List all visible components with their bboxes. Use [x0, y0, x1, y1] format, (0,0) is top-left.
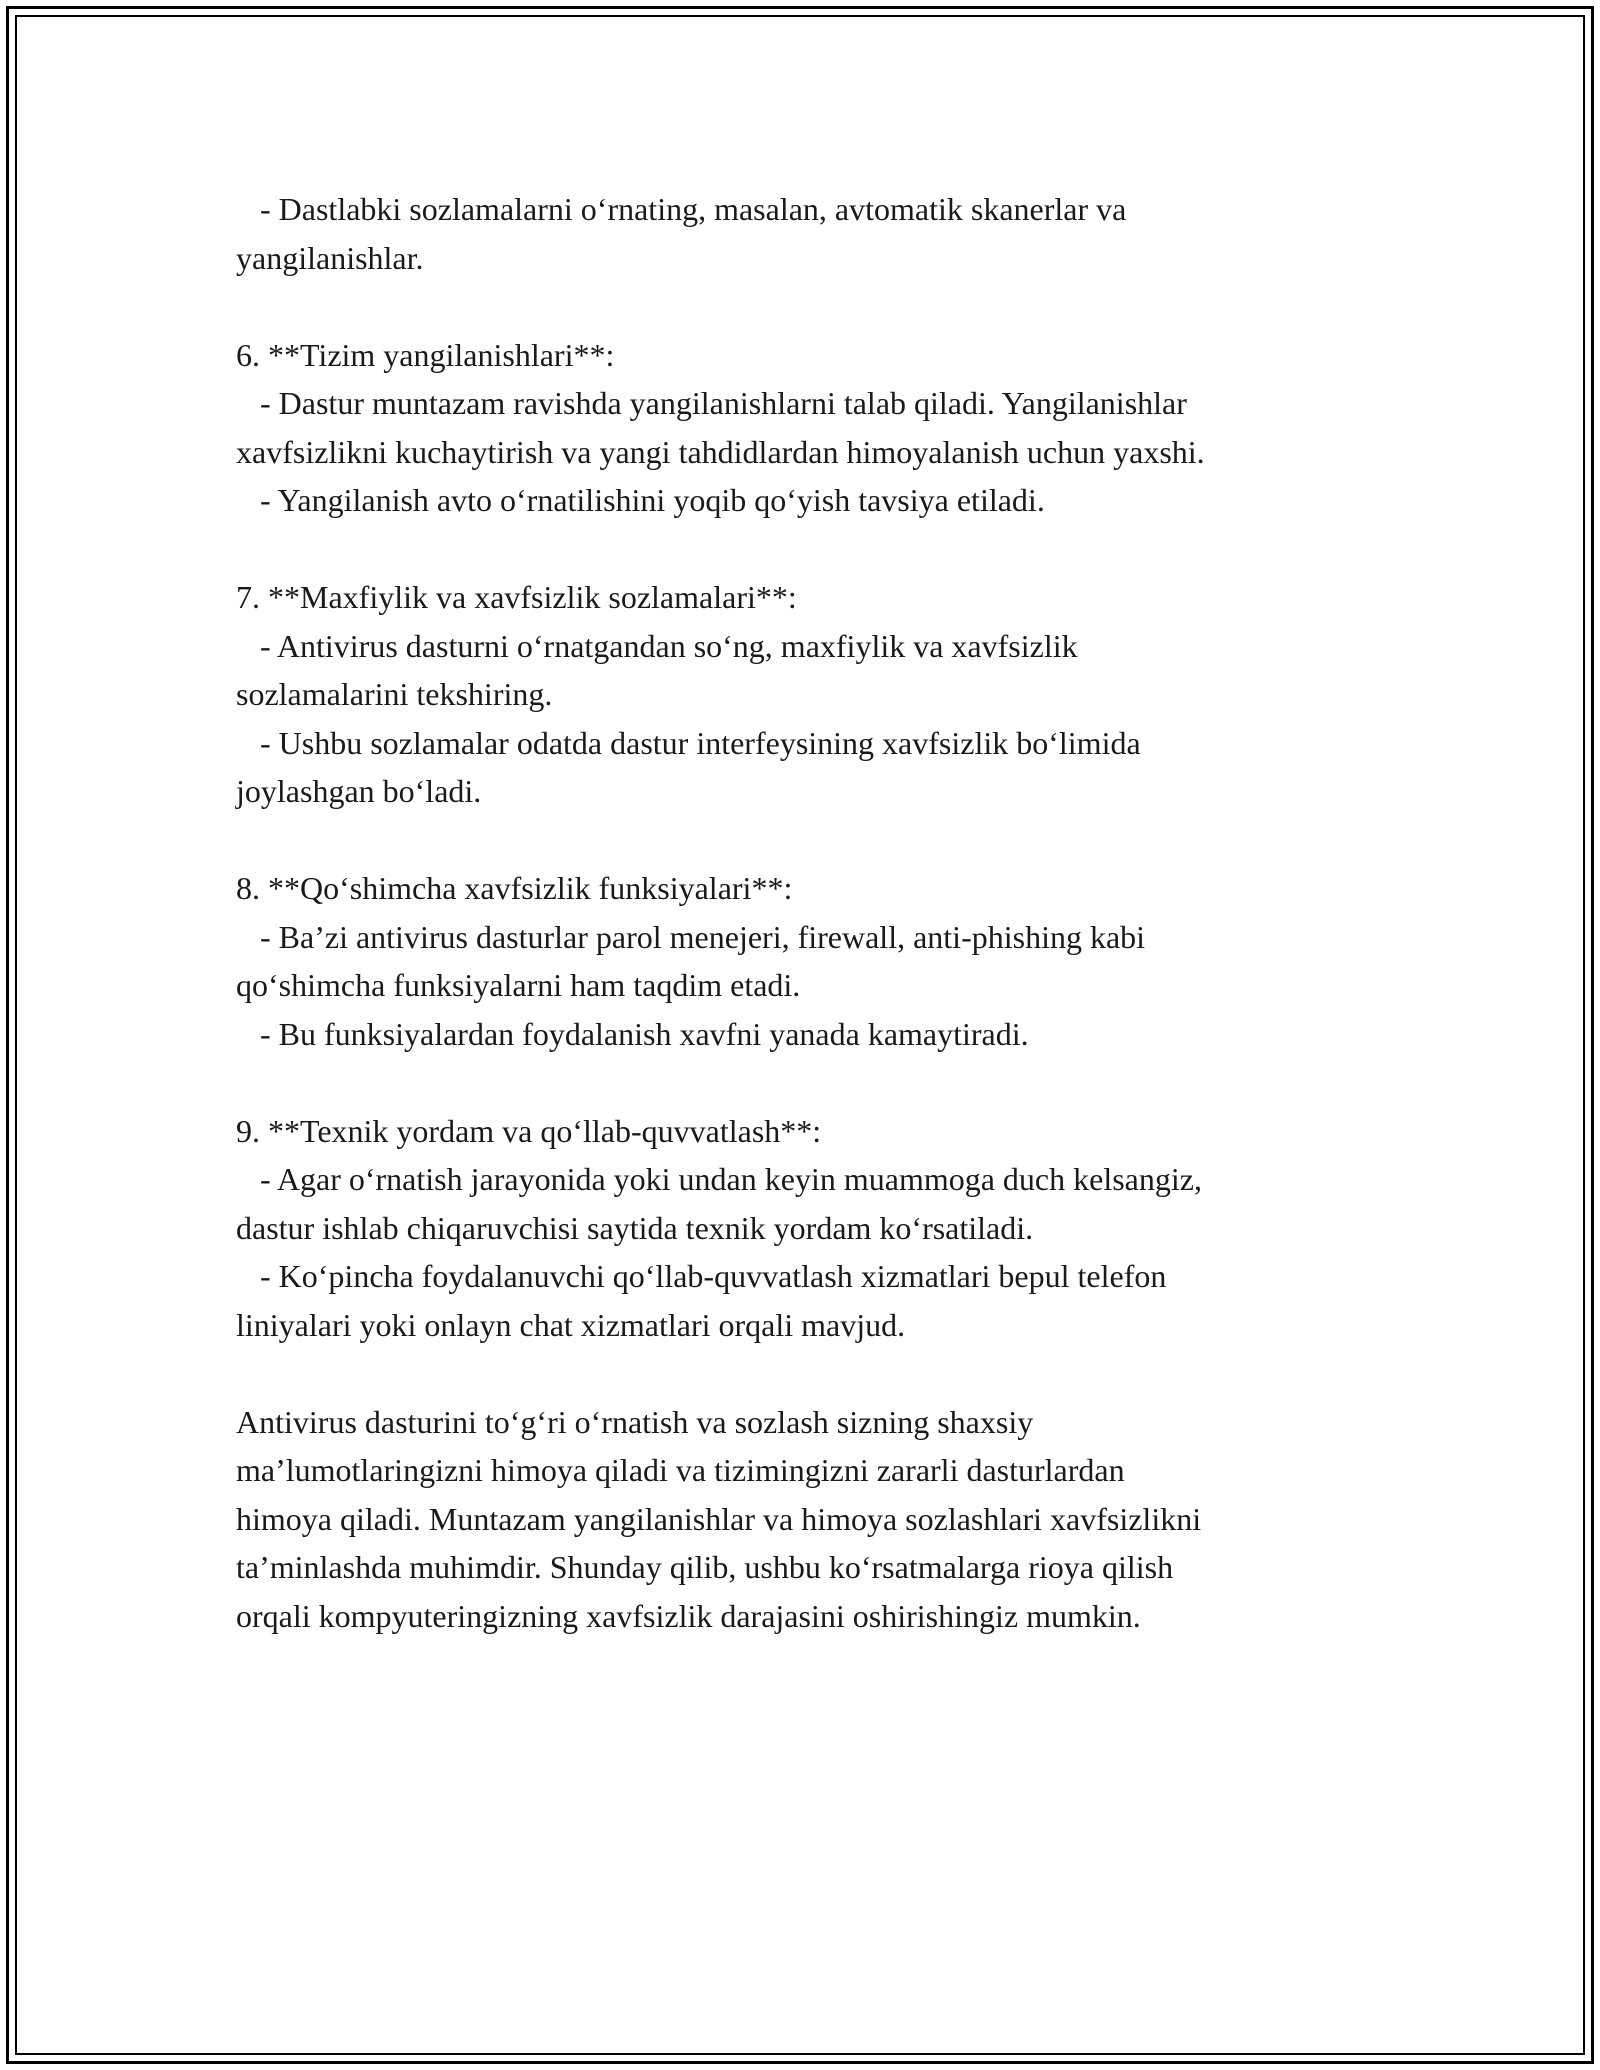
- conclusion-line: ta’minlashda muhimdir. Shunday qilib, ushbu ko‘rsatmalarga rioya qilish: [236, 1549, 1174, 1585]
- text-line: dastur ishlab chiqaruvchisi saytida texnik yordam ko‘rsatiladi.: [236, 1209, 1034, 1246]
- text-line: qo‘shimcha funksiyalarni ham taqdim etadi.: [236, 967, 801, 1003]
- document-body: [236, 185, 1366, 1640]
- conclusion-line: orqali kompyuteringizning xavfsizlik darajasini oshirishingiz mumkin.: [236, 1597, 1141, 1634]
- text-line: sozlamalarini tekshiring.: [236, 676, 553, 712]
- blank-line: [236, 1058, 1366, 1107]
- section-heading-8: 8. **Qo‘shimcha xavfsizlik funksiyalari**:: [236, 870, 793, 906]
- text-line: - Ushbu sozlamalar odatda dastur interfeysining xavfsizlik bo‘limida: [236, 724, 1141, 761]
- text-line: yangilanishlar.: [236, 239, 424, 276]
- conclusion-line: Antivirus dasturini to‘g‘ri o‘rnatish va sozlash sizning shaxsiy: [236, 1403, 1034, 1440]
- text-line: - Ko‘pincha foydalanuvchi qo‘llab-quvvatlash xizmatlari bepul telefon: [236, 1258, 1167, 1294]
- text-line: joylashgan bo‘ladi.: [236, 773, 482, 809]
- section-heading-9: 9. **Texnik yordam va qo‘llab-quvvatlash**:: [236, 1112, 822, 1149]
- text-line: - Agar o‘rnatish jarayonida yoki undan keyin muammoga duch kelsangiz,: [236, 1161, 1202, 1197]
- blank-line: [236, 816, 1366, 865]
- conclusion-line: ma’lumotlaringizni himoya qiladi va tizimingizni zararli dasturlardan: [236, 1452, 1125, 1488]
- blank-line: [236, 1349, 1366, 1398]
- blank-line: [236, 282, 1366, 331]
- blank-line: [236, 525, 1366, 574]
- section-heading-7: 7. **Maxfiylik va xavfsizlik sozlamalari**:: [236, 579, 797, 615]
- text-line: liniyalari yoki onlayn chat xizmatlari orqali mavjud.: [236, 1306, 906, 1343]
- text-line: - Bu funksiyalardan foydalanish xavfni yanada kamaytiradi.: [236, 1015, 1029, 1052]
- text-line: - Dastlabki sozlamalarni o‘rnating, masalan, avtomatik skanerlar va: [236, 191, 1127, 227]
- section-heading-6: 6. **Tizim yangilanishlari**:: [236, 336, 615, 373]
- text-line: - Yangilanish avto o‘rnatilishini yoqib qo‘yish tavsiya etiladi.: [236, 482, 1045, 518]
- conclusion-line: himoya qiladi. Muntazam yangilanishlar va himoya sozlashlari xavfsizlikni: [236, 1500, 1202, 1537]
- text-line: - Dastur muntazam ravishda yangilanishlarni talab qiladi. Yangilanishlar: [236, 385, 1187, 421]
- text-line: - Antivirus dasturni o‘rnatgandan so‘ng, maxfiylik va xavfsizlik: [236, 627, 1078, 664]
- text-line: xavfsizlikni kuchaytirish va yangi tahdidlardan himoyalanish uchun yaxshi.: [236, 433, 1205, 470]
- text-line: - Ba’zi antivirus dasturlar parol menejeri, firewall, anti-phishing kabi: [236, 918, 1146, 955]
